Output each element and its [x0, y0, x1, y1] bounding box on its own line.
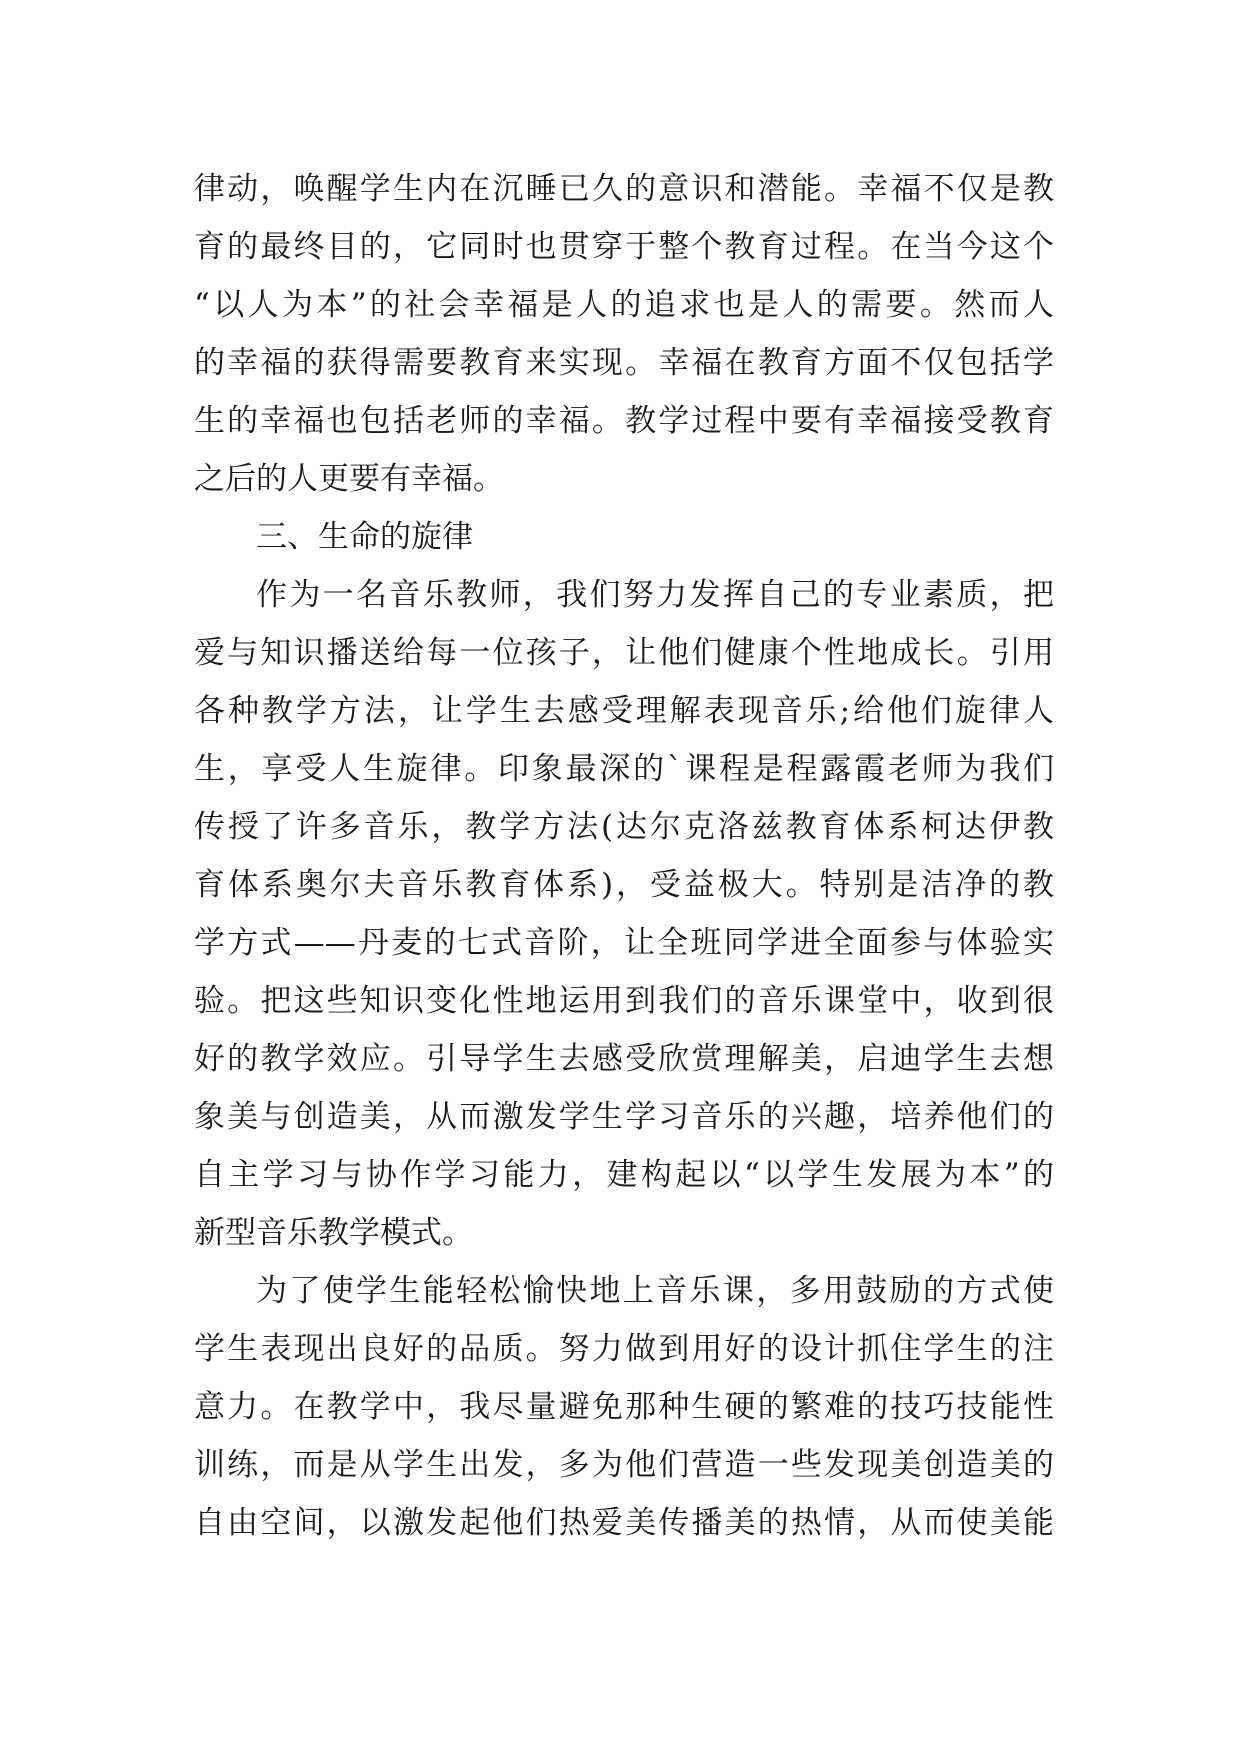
section-heading: 三、生命的旋律 — [256, 519, 473, 555]
paragraph-1-line: “以人为本”的社会幸福是人的追求也是人的需要。然而人 — [194, 287, 1054, 323]
paragraph-2-line: 新型音乐教学模式。 — [194, 1215, 473, 1251]
paragraph-2-line: 作为一名音乐教师，我们努力发挥自己的专业素质，把 — [256, 577, 1054, 613]
paragraph-3-line: 自由空间，以激发起他们热爱美传播美的热情，从而使美能 — [194, 1505, 1054, 1541]
paragraph-2-line: 生，享受人生旋律。印象最深的`课程是程露霞老师为我们 — [194, 751, 1054, 787]
paragraph-2-line: 自主学习与协作学习能力，建构起以“以学生发展为本”的 — [194, 1157, 1054, 1193]
paragraph-2-line: 各种教学方法，让学生去感受理解表现音乐;给他们旋律人 — [194, 693, 1054, 729]
paragraph-2-line: 验。把这些知识变化性地运用到我们的音乐课堂中，收到很 — [194, 983, 1054, 1019]
paragraph-1-line: 生的幸福也包括老师的幸福。教学过程中要有幸福接受教育 — [194, 403, 1054, 439]
paragraph-3-line: 为了使学生能轻松愉快地上音乐课，多用鼓励的方式使 — [256, 1273, 1054, 1309]
paragraph-2-line: 好的教学效应。引导学生去感受欣赏理解美，启迪学生去想 — [194, 1041, 1054, 1077]
paragraph-1-line: 之后的人更要有幸福。 — [194, 461, 504, 497]
paragraph-2-line: 象美与创造美，从而激发学生学习音乐的兴趣，培养他们的 — [194, 1099, 1054, 1135]
paragraph-2-line: 育体系奥尔夫音乐教育体系)，受益极大。特别是洁净的教 — [194, 867, 1054, 903]
paragraph-1-line: 的幸福的获得需要教育来实现。幸福在教育方面不仅包括学 — [194, 345, 1054, 381]
paragraph-2-line: 学方式——丹麦的七式音阶，让全班同学进全面参与体验实 — [194, 925, 1054, 961]
paragraph-2-line: 传授了许多音乐，教学方法(达尔克洛兹教育体系柯达伊教 — [194, 809, 1054, 845]
paragraph-3-line: 训练，而是从学生出发，多为他们营造一些发现美创造美的 — [194, 1447, 1054, 1483]
document-body — [194, 160, 1054, 1552]
paragraph-2-line: 爱与知识播送给每一位孩子，让他们健康个性地成长。引用 — [194, 635, 1054, 671]
paragraph-1-line: 育的最终目的，它同时也贯穿于整个教育过程。在当今这个 — [194, 229, 1054, 265]
paragraph-1-line: 律动，唤醒学生内在沉睡已久的意识和潜能。幸福不仅是教 — [194, 171, 1054, 207]
paragraph-3-line: 意力。在教学中，我尽量避免那种生硬的繁难的技巧技能性 — [194, 1389, 1054, 1425]
paragraph-3-line: 学生表现出良好的品质。努力做到用好的设计抓住学生的注 — [194, 1331, 1054, 1367]
